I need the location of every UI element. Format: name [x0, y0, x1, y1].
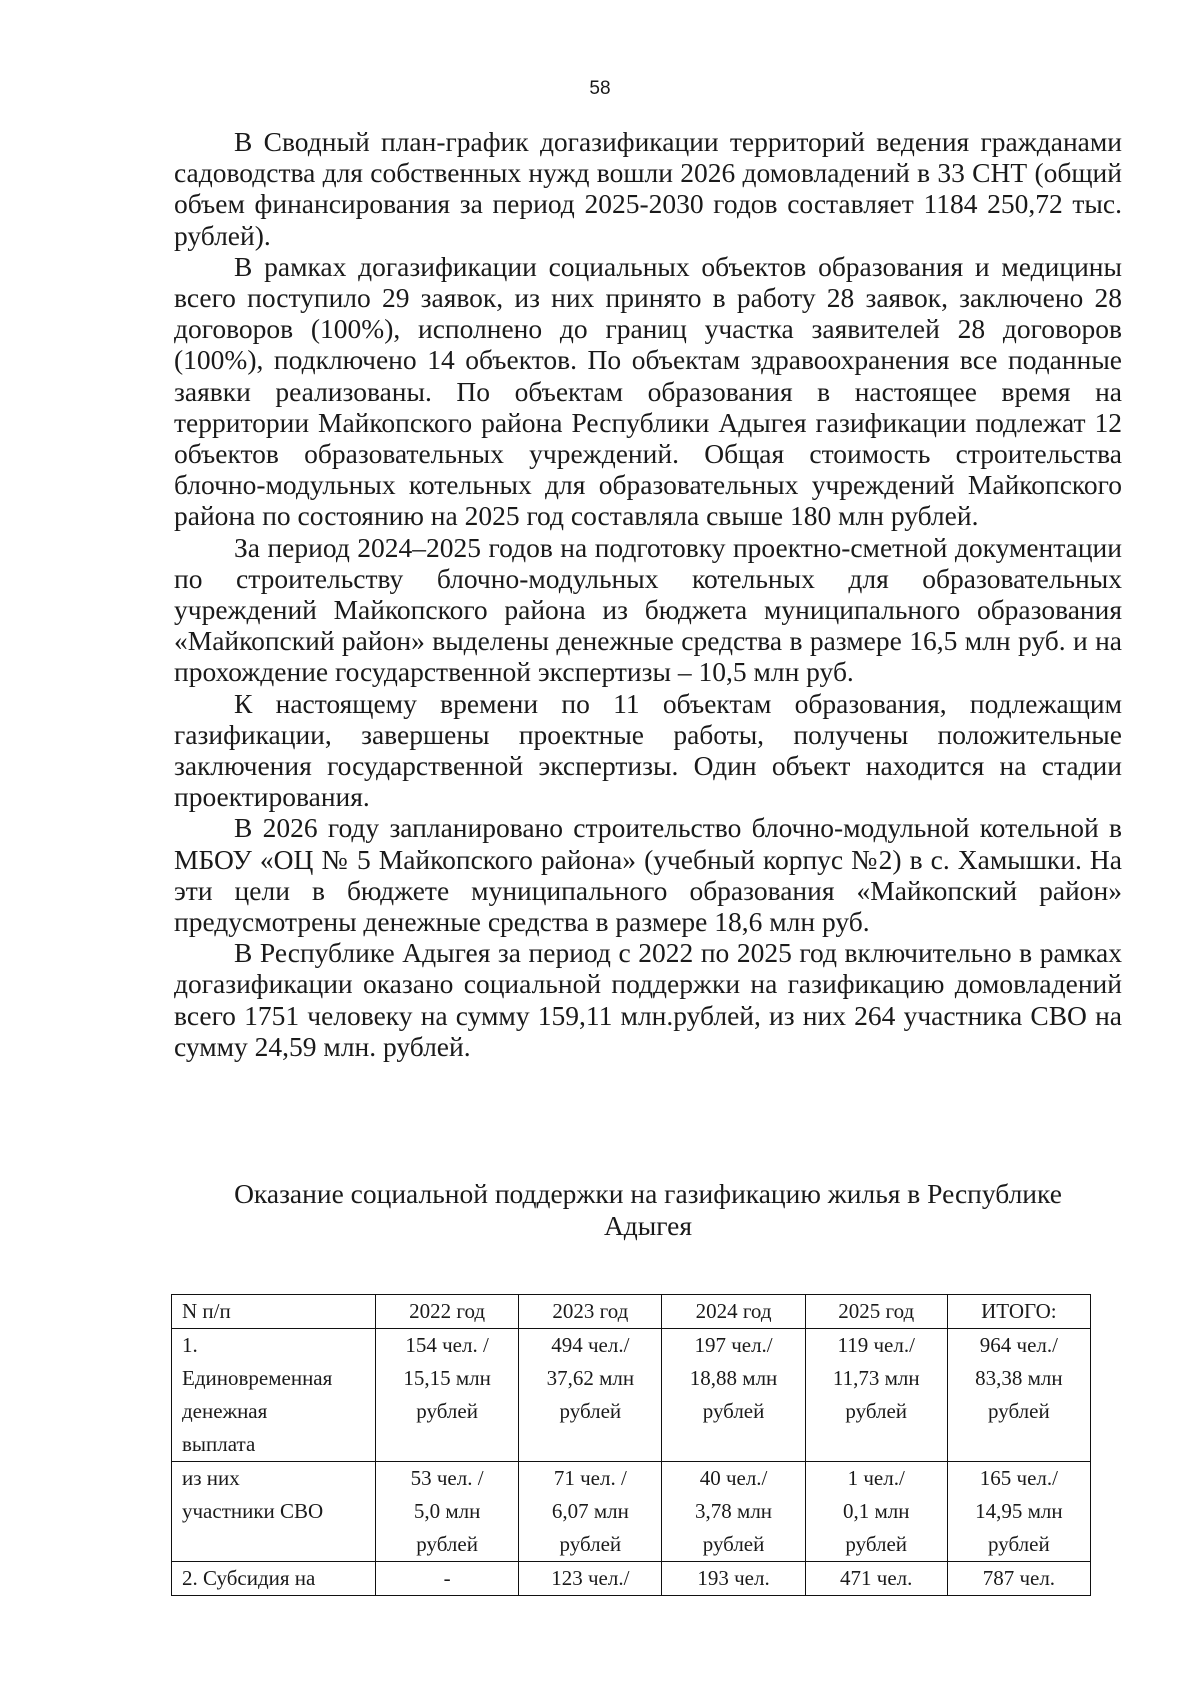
table-cell-2022: - [376, 1562, 519, 1596]
document-body [174, 126, 1122, 1062]
header-cell-2023: 2023 год [519, 1295, 662, 1329]
table-cell-2023: 123 чел./ [519, 1562, 662, 1596]
header-cell-total: ИТОГО: [947, 1295, 1090, 1329]
table-title-line-1: Оказание социальной поддержки на газификацию жилья в Республике [234, 1178, 1062, 1209]
table-cell-2024: 40 чел./ 3,78 млн рублей [662, 1462, 805, 1562]
gas-support-table [171, 1294, 1091, 1596]
table-cell-2022: 154 чел. / 15,15 млн рублей [376, 1329, 519, 1462]
table-row-subsidy [172, 1562, 1091, 1596]
paragraph-boiler-2026: В 2026 году запланировано строительство блочно-модульной котельной в МБОУ «ОЦ № 5 Майкопского района» (учебный корпус №2) в с. Хамышки. На эти цели в бюджете муниципального образования «Майкопский район» предусмотрены денежные средства в размере 18,6 млн руб. [174, 812, 1122, 938]
table-row-svo-participants [172, 1462, 1091, 1562]
table-cell-2024: 197 чел./ 18,88 млн рублей [662, 1329, 805, 1462]
row-label: 2. Субсидия на [172, 1562, 376, 1596]
paragraph-social-support: В Республике Адыгея за период с 2022 по 2025 год включительно в рамках догазификации оказано социальной поддержки на газификацию домовладений всего 1751 человеку на сумму 159,11 млн.рублей, из них 264 участника СВО на сумму 24,59 млн. рублей. [174, 937, 1122, 1062]
table-cell-2024: 193 чел. [662, 1562, 805, 1596]
table-header-row [172, 1295, 1091, 1329]
table-cell-total: 787 чел. [947, 1562, 1090, 1596]
header-cell-2022: 2022 год [376, 1295, 519, 1329]
table-row-lump-sum-payment [172, 1329, 1091, 1462]
row-label: 1. Единовременная денежная выплата [172, 1329, 376, 1462]
table-cell-2025: 1 чел./ 0,1 млн рублей [805, 1462, 947, 1562]
table-cell-total: 165 чел./ 14,95 млн рублей [947, 1462, 1090, 1562]
table-cell-2022: 53 чел. / 5,0 млн рублей [376, 1462, 519, 1562]
table-title [174, 1178, 1122, 1242]
table-title-line-2: Адыгея [603, 1210, 693, 1241]
table-cell-total: 964 чел./ 83,38 млн рублей [947, 1329, 1090, 1462]
paragraph-dogazification-snt: В Сводный план-график догазификации территорий ведения гражданами садоводства для собственных нужд вошли 2026 домовладений в 33 СНТ (общий объем финансирования за период 2025-2030 годов составляет 1184 250,72 тыс. рублей). [174, 126, 1122, 251]
header-cell-number: N п/п [172, 1295, 376, 1329]
paragraph-project-status: К настоящему времени по 11 объектам образования, подлежащим газификации, завершены проектные работы, получены положительные заключения государственной экспертизы. Один объект находится на стадии проектирования. [174, 687, 1122, 813]
table-cell-2023: 494 чел./ 37,62 млн рублей [519, 1329, 662, 1462]
paragraph-social-objects: В рамках догазификации социальных объектов образования и медицины всего поступило 29 заявок, из них принято в работу 28 заявок, заключено 28 договоров (100%), исполнено до границ участка заявителей 28 договоров (100%), подключено 14 объектов. По объектам здравоохранения все поданные заявки реализованы. По объектам образования в настоящее время на территории Майкопского района Республики Адыгея газификации подлежат 12 объектов образовательных учреждений. Общая стоимость строительства блочно-модульных котельных для образовательных учреждений Майкопского района по состоянию на 2025 год составляла свыше 180 млн рублей. [174, 250, 1122, 532]
page-number: 58 [589, 78, 611, 99]
table-cell-2023: 71 чел. / 6,07 млн рублей [519, 1462, 662, 1562]
row-label: из них участники СВО [172, 1462, 376, 1562]
table-cell-2025: 119 чел./ 11,73 млн рублей [805, 1329, 947, 1462]
header-cell-2024: 2024 год [662, 1295, 805, 1329]
table-cell-2025: 471 чел. [805, 1562, 947, 1596]
paragraph-design-funding: За период 2024–2025 годов на подготовку проектно-сметной документации по строительству блочно-модульных котельных для образовательных учреждений Майкопского района из бюджета муниципального образования «Майкопский район» выделены денежные средства в размере 16,5 млн руб. и на прохождение государственной экспертизы – 10,5 млн руб. [174, 531, 1122, 688]
header-cell-2025: 2025 год [805, 1295, 947, 1329]
